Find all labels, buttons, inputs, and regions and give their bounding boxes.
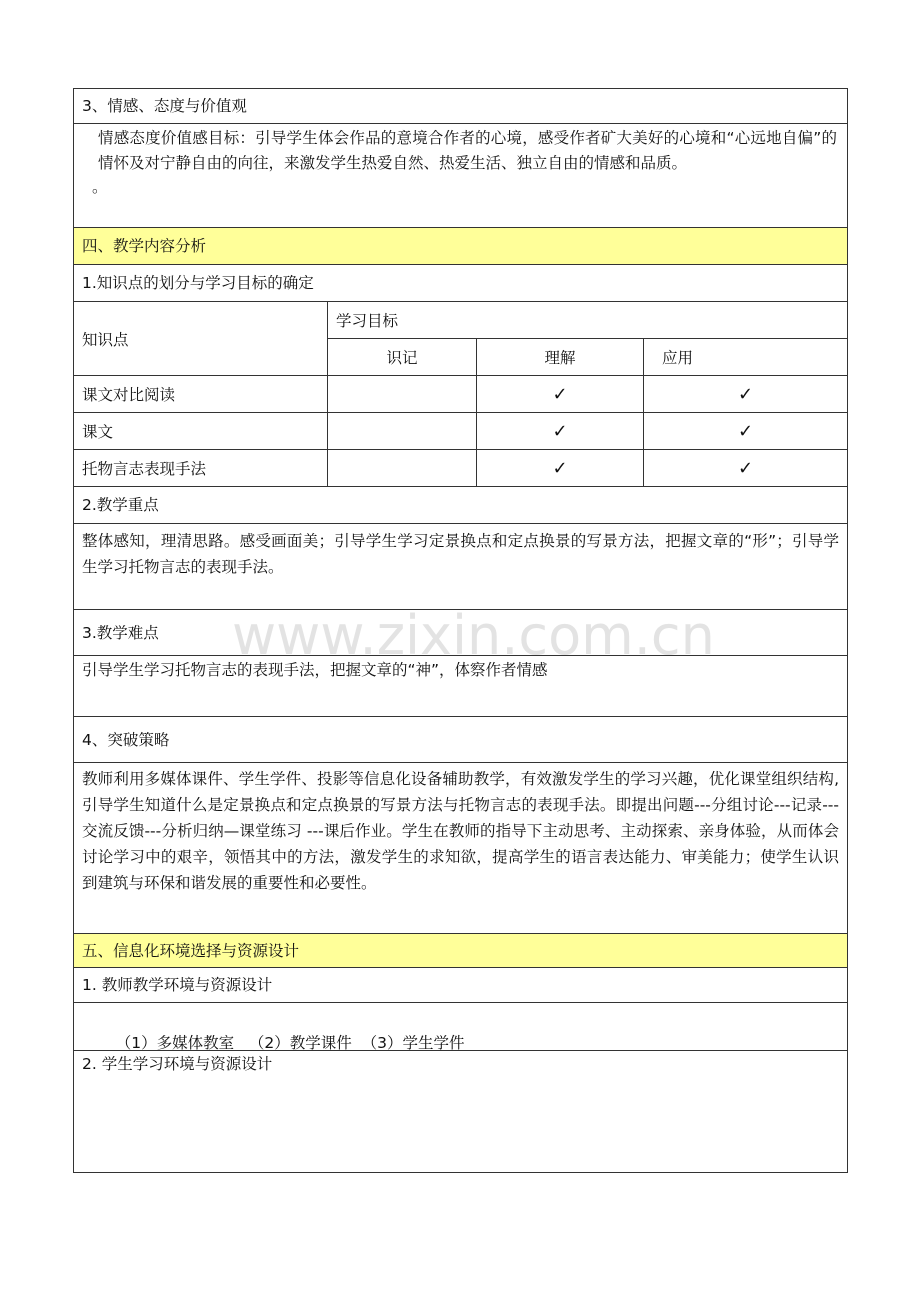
table-cell: [328, 413, 477, 450]
check-icon: ✓: [552, 457, 568, 479]
col-header-memorize: [328, 339, 477, 376]
strategy-body-text: 教师利用多媒体课件、学生学件、投影等信息化设备辅助教学，有效激发学生的学习兴趣，优化课堂组织结构,引导学生知道什么是定景换点和定点换景的写景方法与托物言志的表现手法。即提出问题---分组讨论---记录---交流反馈---分析归纳—课堂练习 ---课后作业。学生在教师的指导下主动思考、主动探索、亲身体验，从而体会讨论学习中的艰辛，领悟其中的方法，激发学生的求知欲，提高学生的语言表达能力、审美能力；使学生认识到建筑与环保和谐发展的重要性和必要性。: [82, 770, 839, 892]
table-cell: [477, 413, 644, 450]
watermark: www.zixin.com.cn: [232, 604, 715, 667]
knowledge-header-text: 知识点: [82, 330, 129, 349]
key-points-title-text: 2.教学重点: [82, 496, 159, 514]
table-cell: [644, 376, 847, 413]
section-3-title: [73, 88, 848, 124]
table-cell: [644, 413, 847, 450]
section-4-title: [73, 228, 848, 265]
col-header-apply-text: 应用: [662, 349, 694, 367]
teacher-env-title: [73, 968, 848, 1003]
check-icon: ✓: [737, 420, 754, 442]
strategy-body: [73, 763, 848, 934]
section-4-title-text: 四、教学内容分析: [82, 237, 207, 255]
row-3-name: 托物言志表现手法: [82, 460, 207, 478]
section-3-body: [73, 124, 848, 228]
knowledge-table: [73, 302, 848, 487]
row-2-name: 课文: [82, 423, 114, 441]
table-cell: [477, 450, 644, 487]
table-cell: [328, 376, 477, 413]
student-env-title-text: 2. 学生学习环境与资源设计: [82, 1055, 273, 1073]
table-cell: [328, 450, 477, 487]
check-icon: ✓: [737, 383, 754, 405]
col-header-understand-text: 理解: [544, 349, 576, 367]
goal-header-text: 学习目标: [336, 312, 399, 330]
goal-header: [328, 302, 847, 339]
knowledge-header: [74, 302, 328, 376]
knowledge-subtitle-text: 1.知识点的划分与学习目标的确定: [82, 274, 314, 292]
knowledge-subtitle: [73, 265, 848, 302]
section-3-body-text: 情感态度价值感目标：引导学生体会作品的意境合作者的心境，感受作者矿大美好的心境和“心远地自偏”的情怀及对宁静自由的向往，来激发学生热爱自然、热爱生活、独立自由的情感和品质。: [98, 129, 837, 172]
table-row-name: [74, 450, 328, 487]
col-header-understand: [477, 339, 644, 376]
check-icon: ✓: [552, 420, 568, 442]
section-5-title-text: 五、信息化环境选择与资源设计: [82, 941, 300, 960]
key-points-title: [73, 487, 848, 524]
section-3-dot: 。: [92, 178, 108, 196]
difficulty-body-text: 引导学生学习托物言志的表现手法，把握文章的“神”，体察作者情感: [82, 661, 548, 679]
check-icon: ✓: [737, 457, 754, 479]
key-points-body-text: 整体感知，理清思路。感受画面美；引导学生学习定景换点和定点换景的写景方法，把握文章的“形”；引导学生学习托物言志的表现手法。: [82, 532, 839, 576]
difficulty-title: [73, 610, 848, 656]
section-3-title-text: 3、情感、态度与价值观: [82, 97, 247, 115]
strategy-title-text: 4、突破策略: [82, 730, 170, 749]
table-cell: [644, 450, 847, 487]
row-1-name: 课文对比阅读: [82, 386, 176, 404]
student-env-section: [73, 1051, 848, 1173]
table-row-name: [74, 413, 328, 450]
key-points-body: [73, 524, 848, 610]
teacher-env-title-text: 1. 教师教学环境与资源设计: [82, 976, 273, 994]
col-header-apply: [644, 339, 847, 376]
difficulty-title-text: 3.教学难点: [82, 623, 159, 642]
lesson-plan-document: [73, 88, 848, 1173]
col-header-memorize-text: 识记: [386, 349, 418, 367]
teacher-env-items: [73, 1003, 848, 1051]
table-row-name: [74, 376, 328, 413]
teacher-env-items-text: （1）多媒体教室 （2）教学课件 （3）学生学件: [115, 1034, 465, 1052]
check-icon: ✓: [552, 383, 568, 405]
table-cell: [477, 376, 644, 413]
strategy-title: [73, 717, 848, 763]
section-5-title: [73, 934, 848, 968]
difficulty-body: [73, 656, 848, 717]
